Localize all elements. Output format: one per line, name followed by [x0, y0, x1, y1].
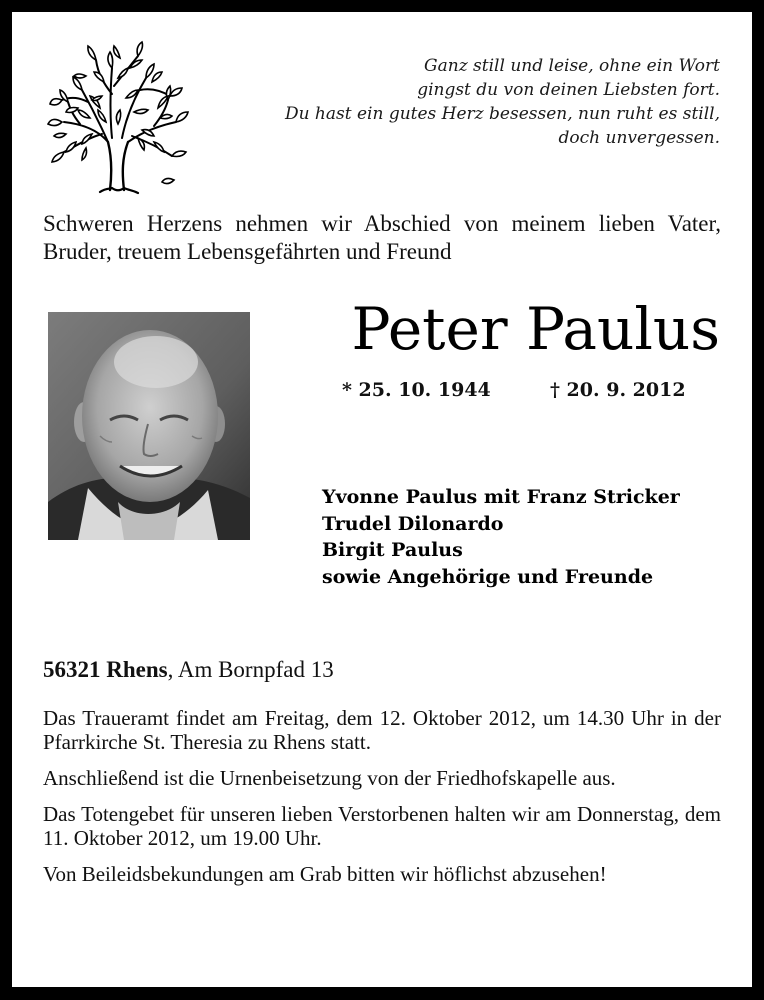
- address-separator: ,: [167, 657, 174, 682]
- street: Am Bornpfad 13: [173, 657, 334, 682]
- deceased-name: Peter Paulus: [351, 295, 720, 363]
- obituary-notice: [12, 12, 752, 987]
- urn-burial-info: Anschließend ist die Urnenbeisetzung von der Friedhofskapelle aus.: [43, 766, 616, 790]
- address: [43, 656, 721, 684]
- condolence-request: Von Beileidsbekundungen am Grab bitten wir höflichst abzusehen!: [43, 862, 607, 886]
- prayer-info: Das Totengebet für unseren lieben Verstorbenen halten wir am Donnerstag, dem 11. Oktober 2012, um 19.00 Uhr.: [43, 802, 721, 850]
- mourners-list: [322, 484, 732, 590]
- birth-date: * 25. 10. 1944: [342, 379, 491, 401]
- intro-text: Schweren Herzens nehmen wir Abschied von meinem lieben Vater, Bruder, treuem Lebensgefährten und Freund: [43, 211, 721, 264]
- poem-line: Du hast ein gutes Herz besessen, nun ruht es still,: [284, 104, 720, 124]
- poem-line: Ganz still und leise, ohne ein Wort: [424, 56, 720, 76]
- funeral-mass-info: Das Traueramt findet am Freitag, dem 12. Oktober 2012, um 14.30 Uhr in der Pfarrkirche St. Theresia zu Rhens statt.: [43, 706, 721, 754]
- death-date: † 20. 9. 2012: [550, 379, 686, 401]
- poem-verse: [160, 54, 720, 150]
- service-details: [43, 706, 721, 898]
- mourner: sowie Angehörige und Freunde: [322, 565, 654, 588]
- poem-line: gingst du von deinen Liebsten fort.: [417, 80, 720, 100]
- mourner: Birgit Paulus: [322, 539, 463, 561]
- mourner: Yvonne Paulus mit Franz Stricker: [322, 486, 680, 508]
- poem-line: doch unvergessen.: [558, 128, 720, 148]
- mourner: Trudel Dilonardo: [322, 512, 504, 535]
- portrait-photo: [48, 312, 250, 540]
- postal-city: 56321 Rhens: [43, 657, 168, 682]
